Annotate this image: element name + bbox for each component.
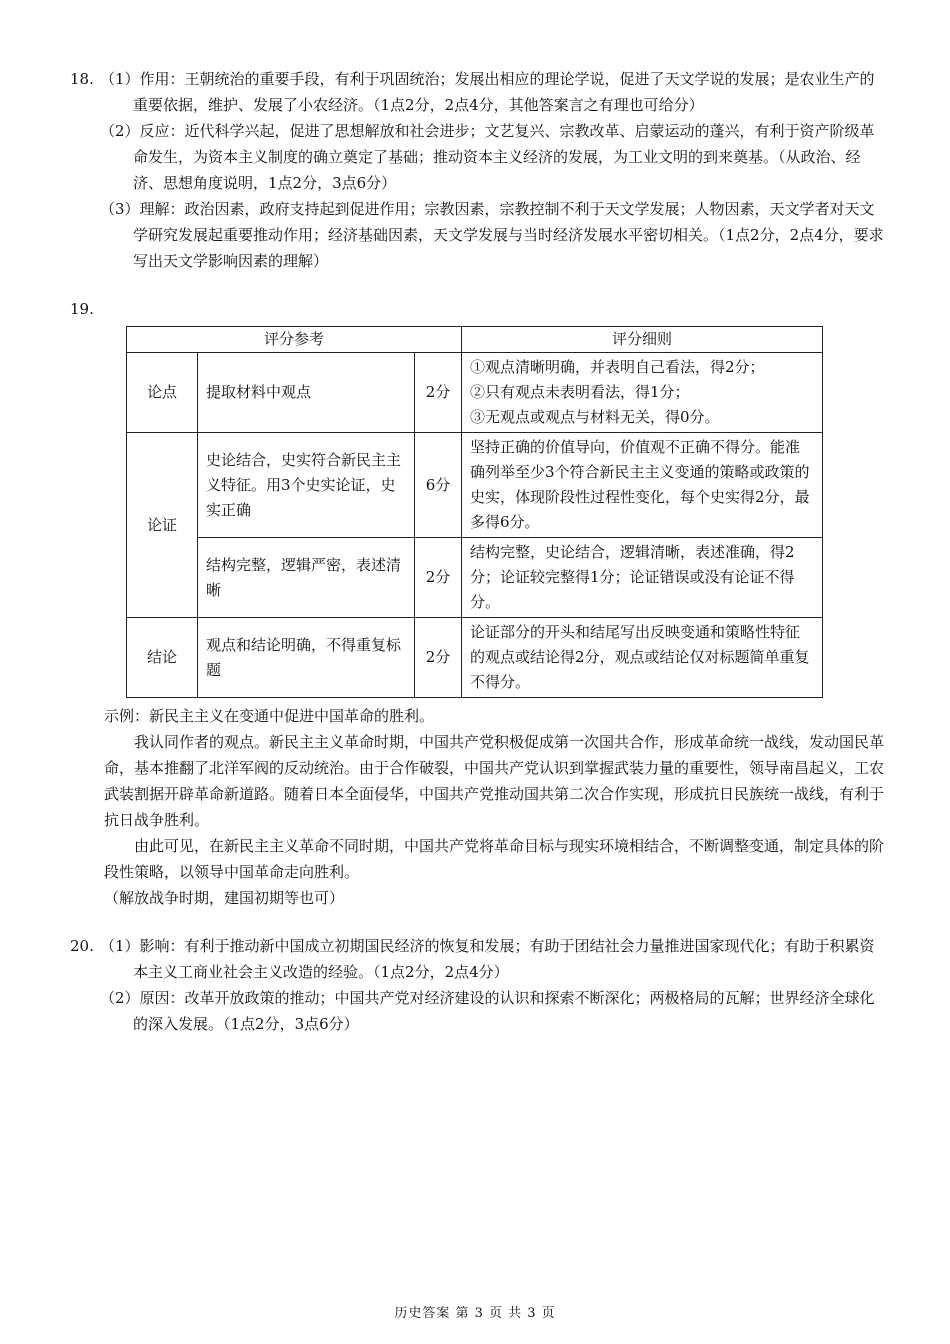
detail-line: ①观点清晰明确，并表明自己看法，得2分； [470, 358, 765, 376]
q20-item-2-label: （2） [100, 989, 140, 1007]
row-score: 6分 [415, 433, 462, 538]
grading-header-row [127, 327, 823, 353]
q20-number: 20. [70, 937, 94, 955]
q20-item-2 [70, 985, 885, 1037]
row-category: 论点 [127, 353, 198, 433]
table-row [127, 538, 823, 618]
detail-line: ②只有观点未表明看法，得1分； [470, 383, 690, 401]
row-reference: 观点和结论明确，不得重复标题 [198, 618, 415, 698]
table-row [127, 618, 823, 698]
q18-item-1-text: 作用：王朝统治的重要手段，有利于巩固统治；发展出相应的理论学说，促进了天文学说的发展；是农业生产的重要依据，维护、发展了小农经济。（1点2分，2点4分，其他答案言之有理也可给分） [133, 70, 875, 114]
example-title: 示例：新民主主义在变通中促进中国革命的胜利。 [104, 707, 435, 725]
row-score: 2分 [415, 353, 462, 433]
row-detail: 结构完整，史论结合，逻辑清晰，表述准确，得2分；论证较完整得1分；论证错误或没有论证不得分。 [462, 538, 823, 618]
row-detail: 坚持正确的价值导向，价值观不正确不得分。能准确列举至少3个符合新民主主义变通的策略或政策的史实，体现阶段性过程性变化，每个史实得2分，最多得6分。 [462, 433, 823, 538]
q20-item-1-text: 影响：有利于推动新中国成立初期国民经济的恢复和发展；有助于团结社会力量推进国家现代化；有助于积累资本主义工商业社会主义改造的经验。（1点2分，2点4分） [133, 937, 875, 981]
table-row [127, 353, 823, 433]
example-paragraph-1: 我认同作者的观点。新民主主义革命时期，中国共产党积极促成第一次国共合作，形成革命统一战线，发动国民革命，基本推翻了北洋军阀的反动统治。由于合作破裂，中国共产党认识到掌握武装力量的重要性，领导南昌起义，工农武装割据开辟革命新道路。随着日本全面侵华，中国共产党推动国共第二次合作实现，形成抗日民族统一战线，有利于抗日战争胜利。 [104, 733, 885, 829]
q18-item-2 [70, 118, 885, 196]
q18-item-3 [70, 196, 885, 274]
page-footer: 历史答案 第 3 页 共 3 页 [394, 1306, 556, 1321]
question-18 [70, 66, 885, 274]
question-20 [70, 933, 885, 1037]
q20-item-1 [70, 933, 885, 985]
q18-item-2-label: （2） [100, 122, 140, 140]
q19-number: 19. [70, 300, 94, 318]
row-detail: 论证部分的开头和结尾写出反映变通和策略性特征的观点或结论得2分，观点或结论仅对标题简单重复不得分。 [462, 618, 823, 698]
row-score: 2分 [415, 538, 462, 618]
row-reference: 史论结合，史实符合新民主主义特征。用3个史实论证，史实正确 [198, 433, 415, 538]
q18-number: 18. [70, 70, 94, 88]
row-category: 结论 [127, 618, 198, 698]
grading-table [126, 326, 823, 698]
row-detail [462, 353, 823, 433]
q18-item-2-text: 反应：近代科学兴起，促进了思想解放和社会进步；文艺复兴、宗教改革、启蒙运动的蓬兴，有利于资产阶级革命发生，为资本主义制度的确立奠定了基础；推动资本主义经济的发展，为工业文明的到来奠基。（从政治、经济、思想角度说明，1点2分，3点6分） [133, 122, 875, 192]
q18-item-1 [70, 66, 885, 118]
row-reference: 结构完整，逻辑严密，表述清晰 [198, 538, 415, 618]
row-score: 2分 [415, 618, 462, 698]
grading-header-reference: 评分参考 [127, 327, 462, 353]
table-row [127, 433, 823, 538]
q18-item-3-text: 理解：政治因素，政府支持起到促进作用；宗教因素，宗教控制不利于天文学发展；人物因素，天文学者对天文学研究发展起重要推动作用；经济基础因素，天文学发展与当时经济发展水平密切相关。（1点2分，2点4分，要求写出天文学影响因素的理解） [133, 200, 884, 270]
row-category: 论证 [127, 433, 198, 618]
grading-header-detail: 评分细则 [462, 327, 823, 353]
example-note: （解放战争时期，建国初期等也可） [104, 889, 345, 907]
q18-item-1-label: （1） [100, 70, 140, 88]
q18-item-3-label: （3） [100, 200, 140, 218]
row-reference: 提取材料中观点 [198, 353, 415, 433]
q20-item-1-label: （1） [100, 937, 140, 955]
q19-example [104, 703, 886, 911]
example-paragraph-2: 由此可见，在新民主主义革命不同时期，中国共产党将革命目标与现实环境相结合，不断调整变通，制定具体的阶段性策略，以领导中国革命走向胜利。 [104, 837, 885, 881]
question-19-number [70, 296, 885, 322]
q20-item-2-text: 原因：改革开放政策的推动；中国共产党对经济建设的认识和探索不断深化；两极格局的瓦解；世界经济全球化的深入发展。（1点2分，3点6分） [133, 989, 875, 1033]
detail-line: ③无观点或观点与材料无关，得0分。 [470, 408, 720, 426]
